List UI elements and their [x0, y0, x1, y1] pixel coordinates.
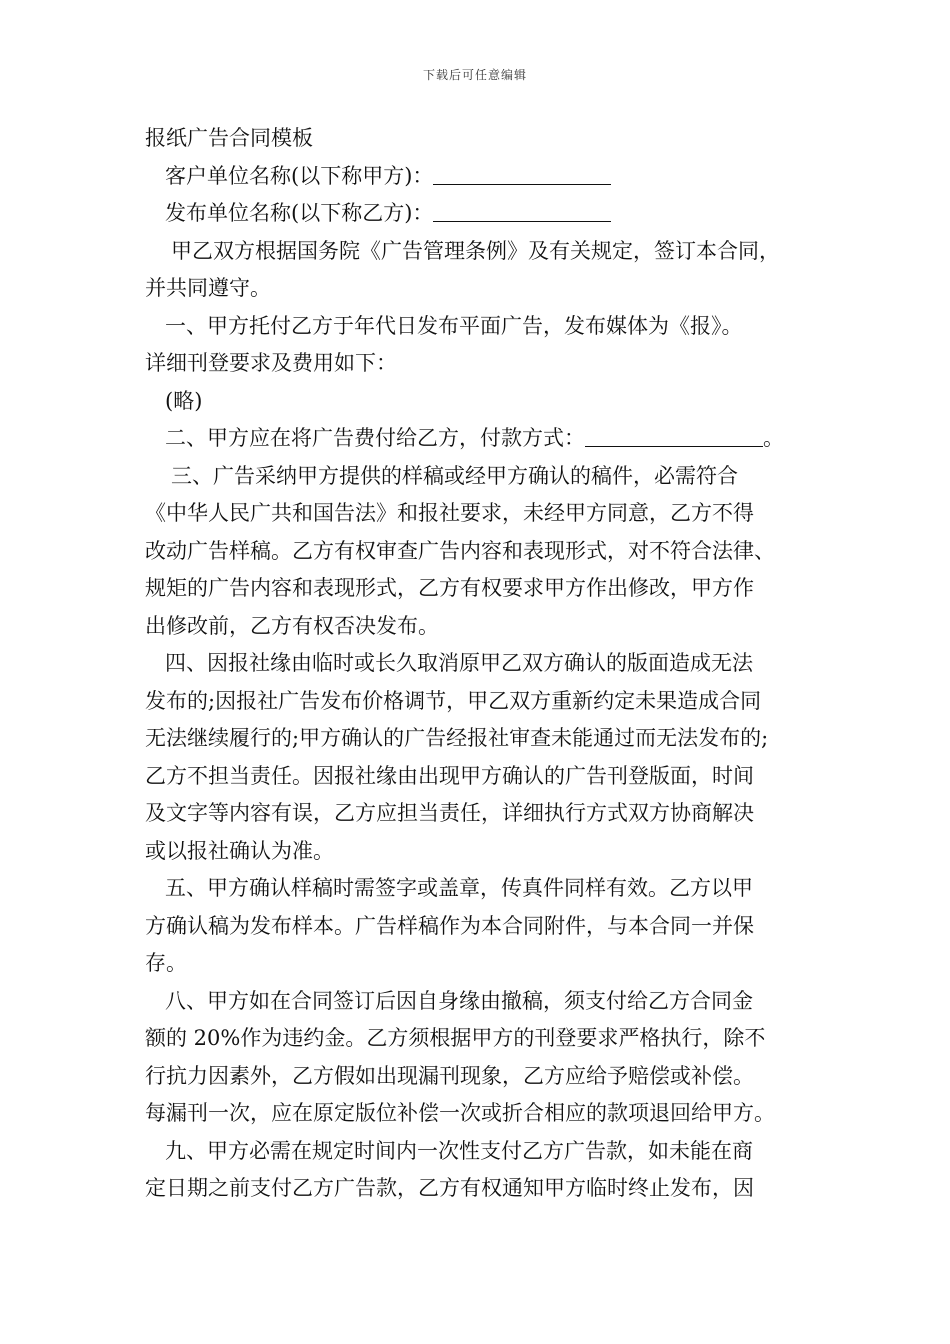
- client-label: 客户单位名称(以下称甲方)：: [165, 163, 434, 188]
- clause-9-line: 定日期之前支付乙方广告款，乙方有权通知甲方临时终止发布，因: [145, 1176, 754, 1200]
- clause-5-line: 方确认稿为发布样本。广告样稿作为本合同附件，与本合同一并保: [145, 913, 754, 938]
- clause-9-line: 九、甲方必需在规定时间内一次性支付乙方广告款，如未能在商: [165, 1138, 753, 1163]
- clause-3-line: 三、广告采纳甲方提供的样稿或经甲方确认的稿件，必需符合: [171, 463, 738, 488]
- clause-8-line: 八、甲方如在合同签订后因自身缘由撤稿，须支付给乙方合同金: [165, 988, 753, 1013]
- clause-8-line: 每漏刊一次，应在原定版位补偿一次或折合相应的款项退回给甲方。: [145, 1101, 775, 1125]
- clause-3-line: 《中华人民广共和国告法》和报社要求，未经甲方同意，乙方不得: [145, 501, 754, 525]
- clause-3-line: 改动广告样稿。乙方有权审查广告内容和表现形式，对不符合法律、: [145, 538, 775, 563]
- payment-method-blank: [585, 426, 763, 447]
- clause-4-line: 及文字等内容有误，乙方应担当责任，详细执行方式双方协商解决: [145, 801, 754, 825]
- clause-5: [145, 870, 825, 983]
- document-body: [145, 120, 825, 1208]
- clause-8-line: 额的 20%作为违约金。乙方须根据甲方的刊登要求严格执行，除不: [145, 1026, 766, 1050]
- clause-3-line: 规矩的广告内容和表现形式，乙方有权要求甲方作出修改，甲方作: [145, 576, 754, 600]
- clause-3-line: 出修改前，乙方有权否决发布。: [145, 613, 439, 638]
- document-title: 报纸广告合同模板: [145, 126, 313, 150]
- clause-4-line: 四、因报社缘由临时或长久取消原甲乙双方确认的版面造成无法: [165, 651, 753, 675]
- clause-2: [145, 420, 825, 458]
- client-name-line: [145, 158, 825, 196]
- clause-9: [145, 1133, 825, 1208]
- clause-8: [145, 983, 825, 1133]
- clause-2-text: 二、甲方应在将广告费付给乙方，付款方式：: [165, 426, 585, 450]
- publisher-label: 发布单位名称(以下称乙方)：: [165, 201, 434, 225]
- clause-8-line: 行抗力因素外，乙方假如出现漏刊现象，乙方应给予赔偿或补偿。: [145, 1063, 754, 1088]
- clause-1-line: 一、甲方托付乙方于年代日发布平面广告，发布媒体为《报》。: [165, 313, 743, 338]
- clause-4-line: 或以报社确认为准。: [145, 838, 334, 863]
- intro-paragraph: [145, 233, 825, 308]
- clause-1-line: 详细刊登要求及费用如下：: [145, 351, 397, 375]
- clause-1: [145, 308, 825, 383]
- clause-4-line: 乙方不担当责任。因报社缘由出现甲方确认的广告刊登版面，时间: [145, 763, 754, 788]
- clause-4-line: 无法继续履行的;甲方确认的广告经报社审查未能通过而无法发布的;: [145, 726, 769, 750]
- clause-5-line: 五、甲方确认样稿时需签字或盖章，传真件同样有效。乙方以甲: [165, 876, 753, 900]
- clause-3: [145, 458, 825, 646]
- publisher-name-blank: [433, 201, 611, 222]
- intro-line: 甲乙双方根据国务院《广告管理条例》及有关规定，签订本合同，: [171, 238, 780, 263]
- client-name-blank: [433, 164, 611, 185]
- clause-2-end: 。: [763, 426, 784, 450]
- omitted-note: (略): [165, 388, 203, 413]
- intro-line: 并共同遵守。: [145, 276, 271, 300]
- publisher-name-line: [145, 195, 825, 233]
- clause-4-line: 发布的;因报社广告发布价格调节，甲乙双方重新约定未果造成合同: [145, 688, 762, 713]
- header-note: 下载后可任意编辑: [422, 68, 527, 82]
- clause-4: [145, 645, 825, 870]
- clause-5-line: 存。: [145, 951, 187, 975]
